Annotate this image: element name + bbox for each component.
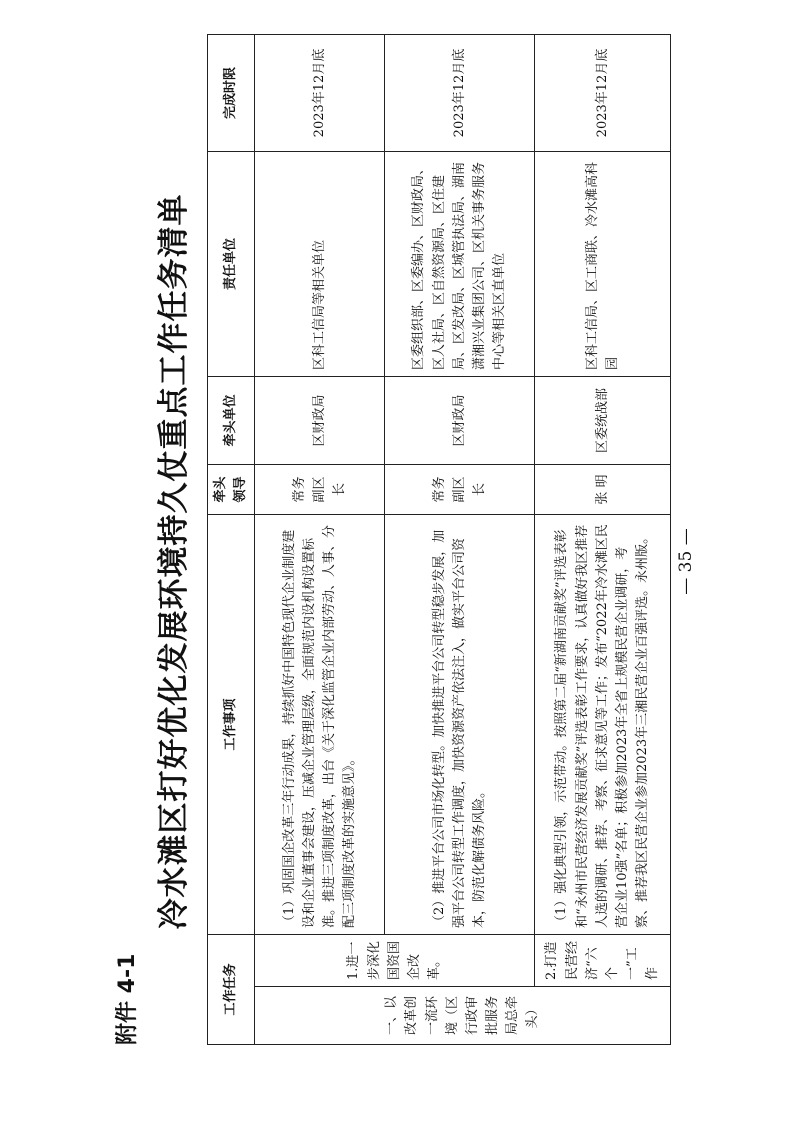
table-row — [255, 34, 385, 1044]
deadline-2: 2023年12月底 — [385, 34, 535, 151]
subtask-2: 2.打造民营经济“六个一”工作 — [535, 934, 671, 986]
group-task: 一、以改革创一流环境（区行政审批服务局总牵头） — [255, 987, 671, 1045]
attachment-label: 附件 4-1 — [115, 953, 140, 1045]
leader-1: 常务副区长 — [255, 464, 385, 514]
header-lead-dept: 牵头单位 — [208, 376, 255, 464]
work-item-3: （1）强化典型引领，示范带动。按照第二届“新湖南贡献奖”评选表彰和“永州市民营经济发展贡献奖”评选表彰工作要求，认真做好我区推荐人选的调研、推荐、考察、征求意见等工作；发布“2022年冷水滩区民营企业10强”名单；积极参加2023年全省上规模民营企业调研，考察、推荐我区民营企业参加2023年三湘民营企业百强评选。永州版。 — [535, 514, 671, 934]
work-item-2: （2）推进平台公司市场化转型。加快推进平台公司转型稳步发展，加强平台公司转型工作调度，加快资源资产依法注入，做实平台公司资本，防范化解债务风险。 — [385, 514, 535, 934]
leader-2: 常务副区长 — [385, 464, 535, 514]
leader-3: 张 明 — [535, 464, 671, 514]
header-responsible: 责任单位 — [208, 151, 255, 376]
work-item-1: （1）巩固国企改革三年行动成果，持续抓好中国特色现代企业制度建设和企业董事会建设，压减企业管理层级，全面规范内设机构设置标准。推进三项制度改革，出台《关于深化监管企业内部劳动、人事、分配三项制度改革的实施意见》。 — [255, 514, 385, 934]
subtask-1: 1.进一步深化国资国企改革。 — [255, 934, 535, 986]
lead-dept-3: 区委统战部 — [535, 376, 671, 464]
lead-dept-1: 区财政局 — [255, 376, 385, 464]
table-row — [385, 34, 535, 1044]
deadline-3: 2023年12月底 — [535, 34, 671, 151]
header-item: 工作事项 — [208, 514, 255, 934]
task-table — [207, 34, 671, 1045]
lead-dept-2: 区财政局 — [385, 376, 535, 464]
page-number: — 35 — — [676, 528, 696, 595]
page-title: 冷水滩区打好优化发展环境持久仗重点工作任务清单 — [156, 193, 192, 930]
header-task: 工作任务 — [208, 934, 255, 1044]
responsible-1: 区科工信局等相关单位 — [255, 151, 385, 376]
responsible-2: 区委组织部、区委编办、区财政局、区人社局、区自然资源局、区住建局、区发改局、区城管执法局、湖南潇湘兴业集团公司、区机关事务服务中心等相关区直单位 — [385, 151, 535, 376]
header-deadline: 完成时限 — [208, 34, 255, 151]
deadline-1: 2023年12月底 — [255, 34, 385, 151]
header-leader: 牵头领导 — [208, 464, 255, 514]
table-header-row — [208, 34, 255, 1044]
table-row — [535, 34, 671, 1044]
responsible-3: 区科工信局、区工商联、冷水滩高科园 — [535, 151, 671, 376]
